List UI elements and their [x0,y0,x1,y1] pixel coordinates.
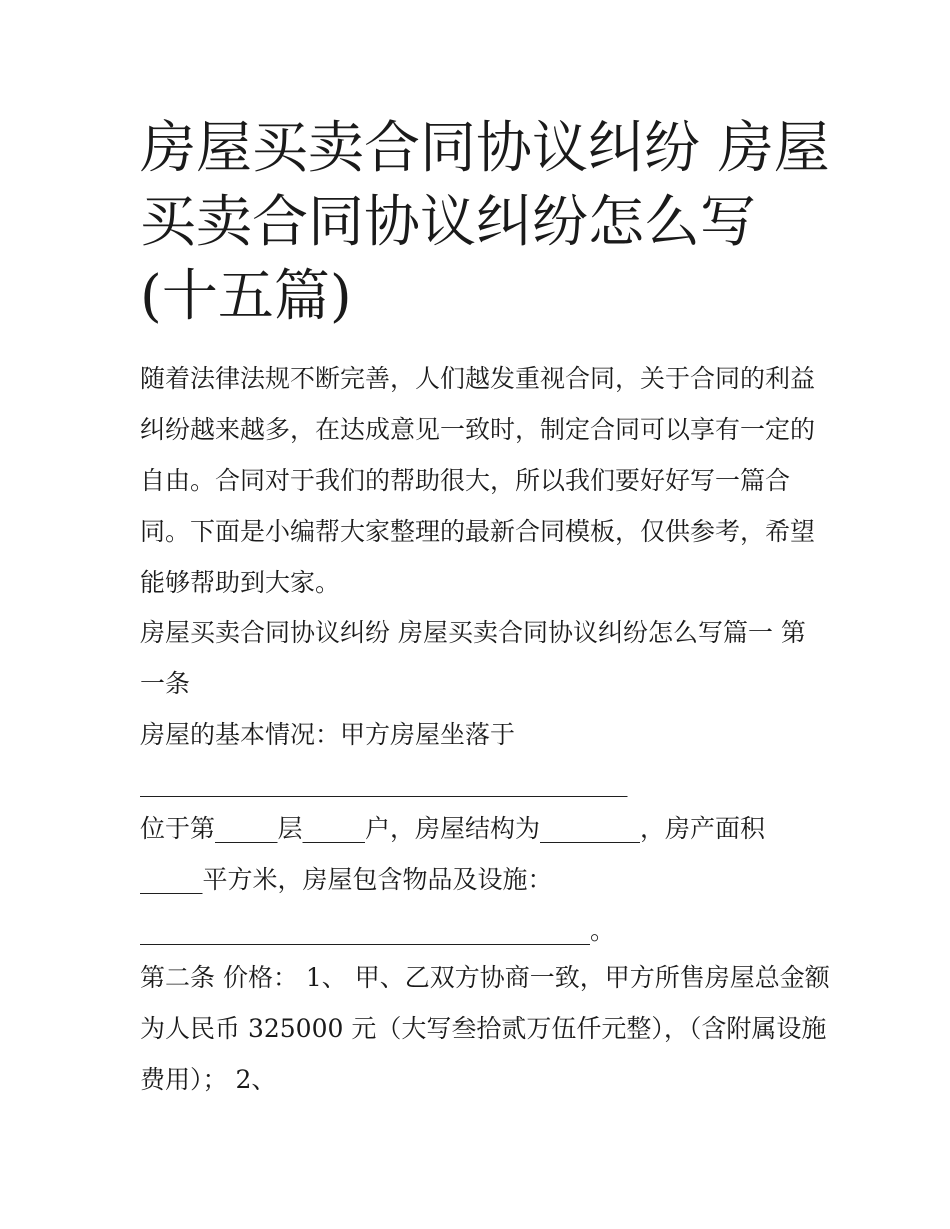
article2-price-paragraph: 第二条 价格： 1、 甲、乙双方协商一致，甲方所售房屋总金额为人民币 325000 元（大写叁拾贰万伍仟元整），（含附属设施费用）； 2、 [140,963,830,1094]
document-title: 房屋买卖合同协议纠纷 房屋买卖合同协议纠纷怎么写(十五篇) [140,116,830,329]
article1-floor-structure-row: 位于第_____层_____户，房屋结构为________，房产面积 [140,814,766,843]
section-heading: 房屋买卖合同协议纠纷 房屋买卖合同协议纠纷怎么写篇一 第一条 [140,618,806,698]
intro-paragraph: 随着法律法规不断完善，人们越发重视合同，关于合同的利益纠纷越来越多，在达成意见一致时，制定合同可以享有一定的自由。合同对于我们的帮助很大，所以我们要好好写一篇合同。下面是小编帮大家整理的最新合同模板，仅供参考，希望能够帮助到大家。 [140,364,816,597]
article1-label: 房屋的基本情况：甲方房屋坐落于 [140,720,516,749]
blank-line-facilities: ____________________________________。 [140,916,616,945]
article1-area-row: _____平方米，房屋包含物品及设施： [140,865,553,894]
blank-line-address: _______________________________________ [140,768,628,797]
